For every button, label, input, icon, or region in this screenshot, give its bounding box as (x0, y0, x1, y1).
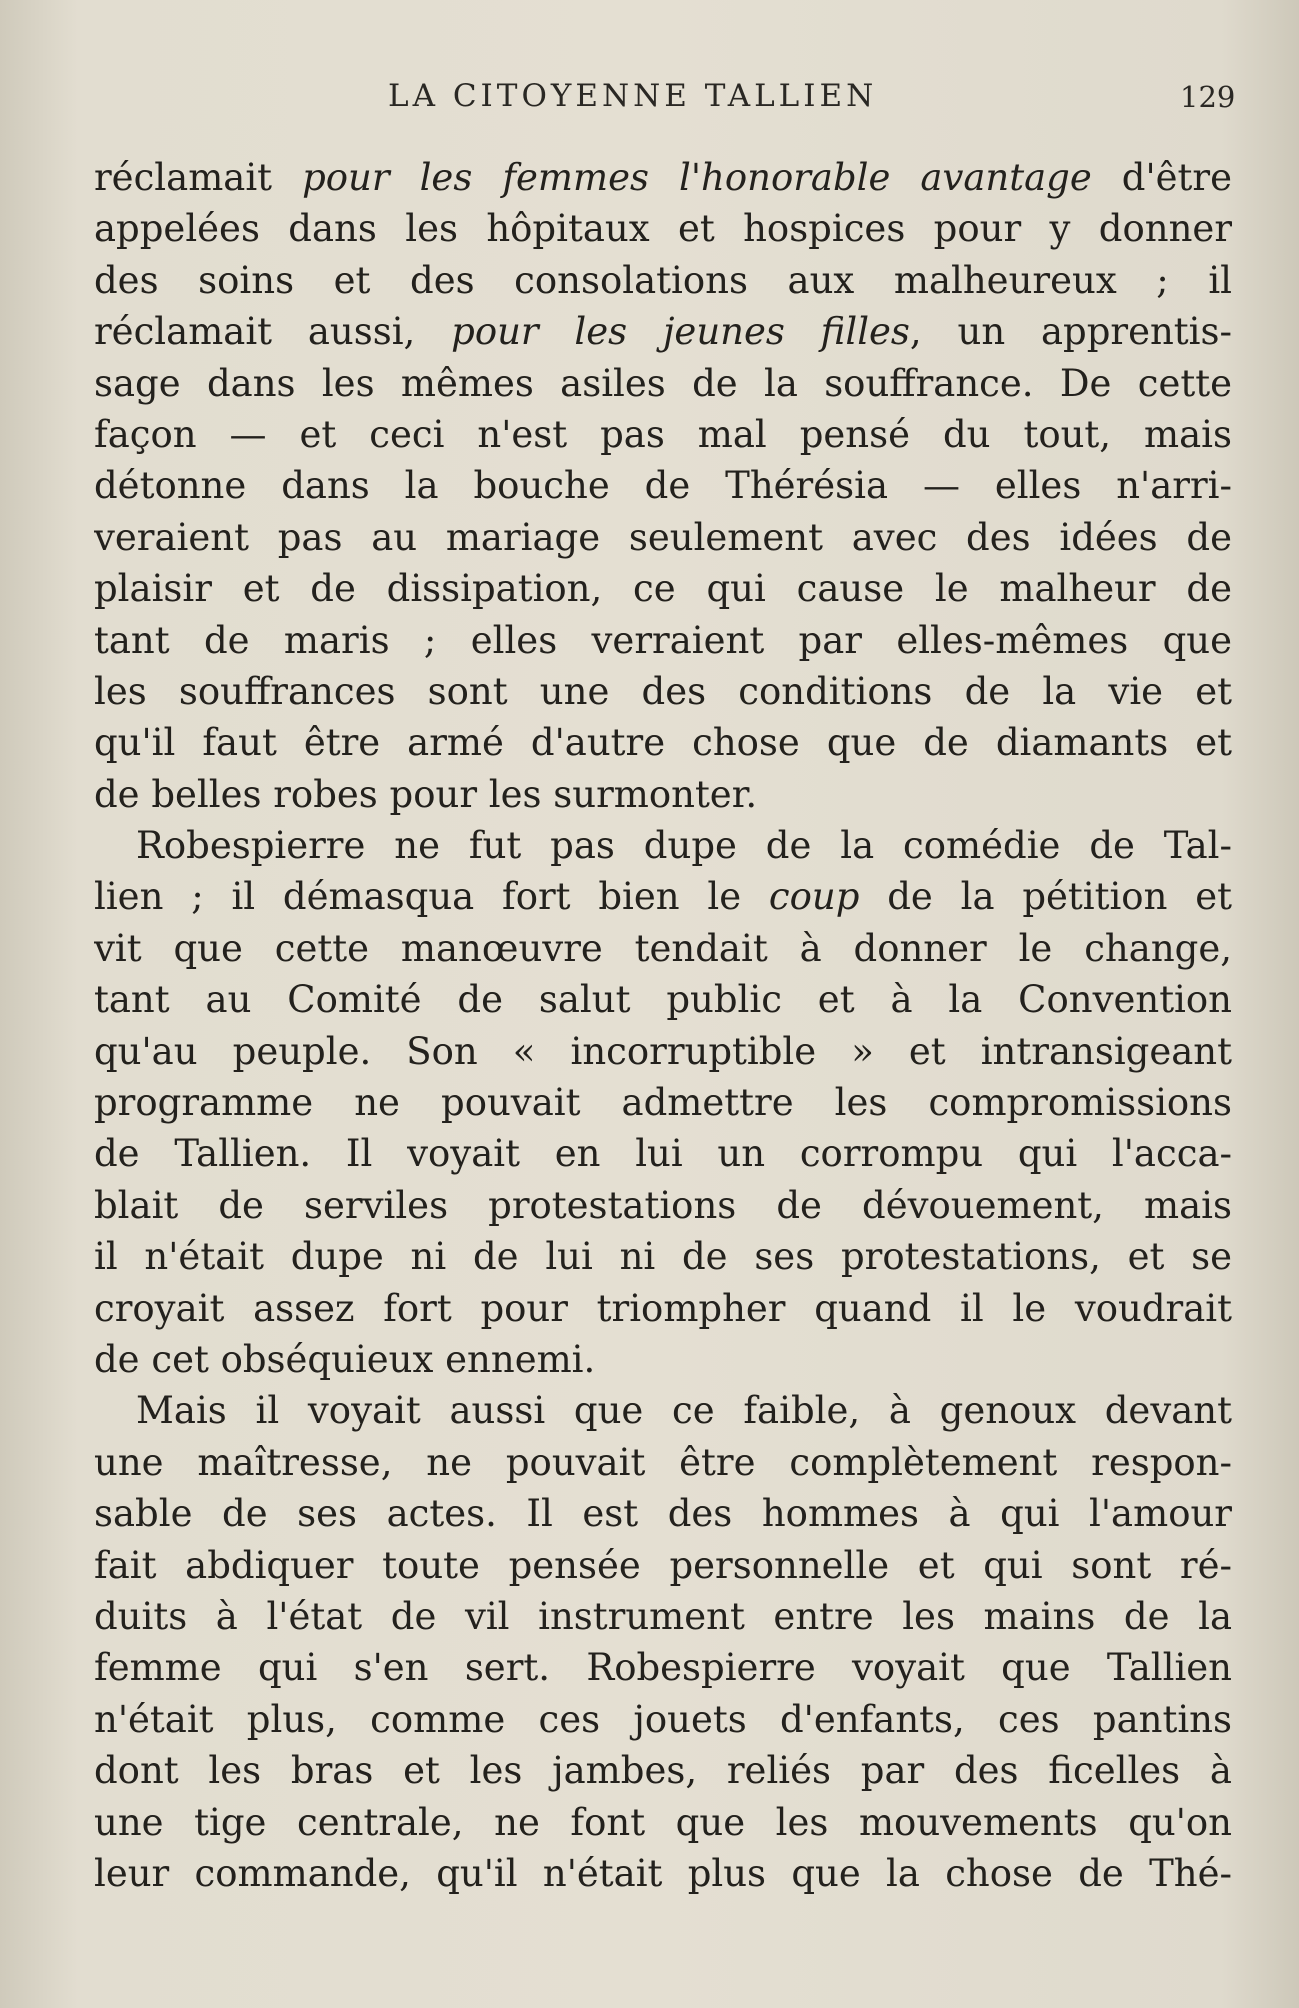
text-run: programme ne pouvait admettre les compromissions (94, 1081, 1232, 1125)
text-line (94, 1026, 1232, 1077)
text-line (94, 666, 1232, 717)
page-header (0, 78, 1299, 128)
text-run: fait abdiquer toute pensée personnelle et qui sont ré- (94, 1543, 1232, 1587)
text-run: leur commande, qu'il n'était plus que la chose de Thé- (94, 1851, 1232, 1895)
paragraph (94, 1385, 1232, 1899)
text-run: n'était plus, comme ces jouets d'enfants, ces pantins (94, 1697, 1232, 1741)
text-line (94, 1797, 1232, 1848)
text-run: Mais il voyait aussi que ce faible, à genoux devant (136, 1389, 1232, 1433)
text-run: appelées dans les hôpitaux et hospices pour y donner (94, 207, 1232, 251)
text-run: Robespierre ne fut pas dupe de la comédie de Tal- (136, 824, 1232, 868)
text-run: il n'était dupe ni de lui ni de ses protestations, et se (94, 1235, 1232, 1279)
text-line (94, 615, 1232, 666)
text-run: de belles robes pour les surmonter. (94, 772, 758, 816)
text-line (94, 255, 1232, 306)
paragraph (94, 152, 1232, 820)
text-run: croyait assez fort pour triompher quand il le voudrait (94, 1286, 1232, 1330)
text-run: qu'au peuple. Son « incorruptible » et intransigeant (94, 1029, 1232, 1073)
italic-phrase: coup (768, 875, 860, 919)
text-line (94, 1848, 1232, 1899)
text-run: façon — et ceci n'est pas mal pensé du tout, mais (94, 412, 1232, 456)
text-line (94, 820, 1232, 871)
text-run: blait de serviles protestations de dévouement, mais (94, 1183, 1232, 1227)
text-run: une tige centrale, ne font que les mouvements qu'on (94, 1800, 1232, 1844)
text-run: femme qui s'en sert. Robespierre voyait que Tallien (94, 1646, 1232, 1690)
text-line (94, 1283, 1232, 1334)
text-line (94, 871, 1232, 922)
paragraph (94, 820, 1232, 1385)
running-title: LA CITOYENNE TALLIEN (388, 78, 878, 114)
text-line (94, 974, 1232, 1025)
text-run: les souffrances sont une des conditions de la vie et (94, 669, 1232, 713)
text-run: d'être (1091, 156, 1232, 199)
text-run: tant de maris ; elles verraient par elles-mêmes que (94, 618, 1232, 662)
text-line (94, 409, 1232, 460)
italic-phrase: pour les jeunes filles (451, 310, 910, 354)
text-run: tant au Comité de salut public et à la Convention (94, 978, 1232, 1022)
text-run: détonne dans la bouche de Thérésia — elles n'arri- (94, 464, 1232, 508)
text-line (94, 1642, 1232, 1693)
text-run: duits à l'état de vil instrument entre les mains de la (94, 1594, 1232, 1638)
text-line (94, 1077, 1232, 1128)
text-line (94, 1385, 1232, 1436)
text-run: sage dans les mêmes asiles de la souffrance. De cette (94, 361, 1232, 405)
text-line (94, 1180, 1232, 1231)
text-line (94, 460, 1232, 511)
text-line (94, 1128, 1232, 1179)
text-run: qu'il faut être armé d'autre chose que de diamants et (94, 721, 1232, 765)
text-run: dont les bras et les jambes, reliés par des ficelles à (94, 1749, 1232, 1793)
italic-phrase: pour les femmes l'honorable avantage (302, 156, 1092, 199)
text-line (94, 1694, 1232, 1745)
text-run: de Tallien. Il voyait en lui un corrompu qui l'acca- (94, 1132, 1232, 1176)
text-run: réclamait (94, 156, 303, 199)
text-line (94, 1488, 1232, 1539)
text-run: de la pétition et (859, 875, 1232, 919)
body-text (94, 152, 1232, 1899)
text-line (94, 1334, 1232, 1385)
text-line (94, 563, 1232, 614)
text-line (94, 203, 1232, 254)
text-run: plaisir et de dissipation, ce qui cause le malheur de (94, 567, 1232, 611)
text-line (94, 306, 1232, 357)
text-run: de cet obséquieux ennemi. (94, 1337, 596, 1381)
text-line (94, 1437, 1232, 1488)
text-line (94, 1591, 1232, 1642)
text-run: sable de ses actes. Il est des hommes à qui l'amour (94, 1492, 1232, 1536)
text-line (94, 358, 1232, 409)
text-line (94, 1745, 1232, 1796)
text-run: vit que cette manœuvre tendait à donner le change, (94, 926, 1232, 970)
page-number: 129 (1180, 80, 1236, 114)
text-line (94, 1540, 1232, 1591)
text-line (94, 512, 1232, 563)
text-line (94, 1231, 1232, 1282)
text-run: des soins et des consolations aux malheureux ; il (94, 258, 1232, 302)
text-run: réclamait aussi, (94, 310, 452, 354)
text-run: une maîtresse, ne pouvait être complètement respon- (94, 1440, 1232, 1484)
text-line (94, 923, 1232, 974)
text-run: veraient pas au mariage seulement avec des idées de (94, 515, 1232, 559)
text-line (94, 717, 1232, 768)
text-run: , un apprentis- (909, 310, 1232, 354)
text-line (94, 769, 1232, 820)
text-run: lien ; il démasqua fort bien le (94, 875, 769, 919)
text-line (94, 152, 1232, 203)
